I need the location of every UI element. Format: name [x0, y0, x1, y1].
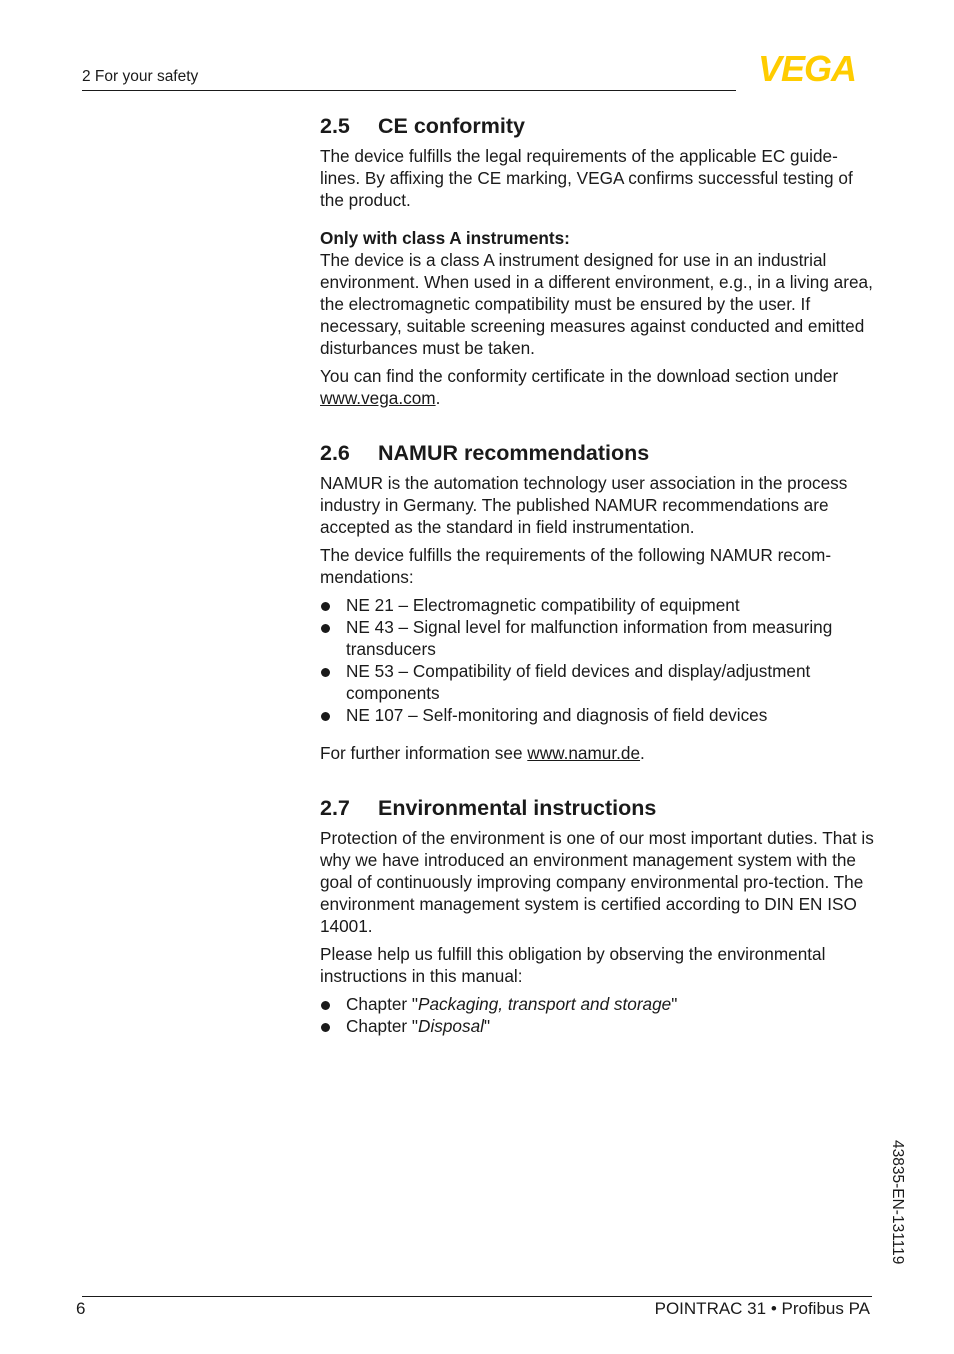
header-rule — [82, 90, 736, 91]
paragraph: The device is a class A instrument designed for use in an industrial environment. When used in a different environment, e.g., in a living area, the electromagnetic compatibility must be ensured by the user. If necessary, suitable screening measures against conducted and emitted disturbances must be taken. — [320, 250, 873, 358]
section-heading-environment — [320, 794, 876, 822]
vega-link[interactable]: www.vega.com — [320, 388, 436, 408]
list-item-text: NE 43 – Signal level for malfunction information from measuring transducers — [346, 617, 833, 659]
text: For further information see — [320, 743, 528, 763]
text: " — [671, 994, 678, 1014]
paragraph-further-info — [320, 742, 876, 764]
bullet-icon — [321, 712, 330, 721]
footer-title: POINTRAC 31 • Profibus PA — [654, 1299, 870, 1318]
list-item-text: NE 53 – Compatibility of field devices and display/adjustment components — [346, 661, 811, 703]
bullet-icon — [321, 1023, 330, 1032]
main-content — [320, 112, 876, 1043]
text: . — [640, 743, 645, 763]
subheading-class-a: Only with class A instruments: — [320, 228, 570, 248]
chapter-reference: Disposal — [418, 1016, 484, 1036]
vega-logo-icon — [741, 52, 873, 84]
paragraph-certificate — [320, 365, 876, 409]
page-number: 6 — [76, 1299, 86, 1318]
document-code-text: 43835-EN-131119 — [889, 1140, 906, 1265]
chapter-reference: Packaging, transport and storage — [418, 994, 672, 1014]
bullet-icon — [321, 602, 330, 611]
text: . — [435, 388, 441, 408]
namur-list — [320, 594, 876, 726]
section-heading-ce — [320, 112, 876, 140]
paragraph: NAMUR is the automation technology user association in the process industry in Germany. The published NAMUR recommendations are accepted as the standard in field instrumentation. — [320, 473, 848, 537]
section-number: 2.7 — [320, 796, 350, 820]
document-code — [886, 1140, 906, 1290]
paragraph: The device fulfills the legal requirements of the applicable EC guide-lines. By affixing the CE marking, VEGA confirms successful testing of the product. — [320, 146, 853, 210]
bullet-icon — [321, 668, 330, 677]
text: Chapter " — [346, 1016, 419, 1036]
header-chapter: 2 For your safety — [82, 68, 199, 85]
list-item — [320, 616, 876, 660]
text: " — [483, 1016, 491, 1036]
list-item — [320, 1015, 876, 1037]
section-heading-namur — [320, 439, 876, 467]
list-item — [320, 660, 876, 704]
text: You can find the conformity certificate in the download section under — [320, 366, 839, 386]
footer-rule — [82, 1296, 872, 1297]
list-item-text: NE 107 – Self-monitoring and diagnosis of field devices — [346, 705, 768, 725]
section-title: NAMUR recommendations — [378, 441, 650, 465]
list-item — [320, 704, 876, 726]
bullet-icon — [321, 624, 330, 633]
paragraph: The device fulfills the requirements of the following NAMUR recom-mendations: — [320, 545, 832, 587]
list-item — [320, 993, 876, 1015]
paragraph: Protection of the environment is one of our most important duties. That is why we have introduced an environment management system with the goal of continuously improving company environmental pro-tection. The environment management system is certified according to DIN EN ISO 14001. — [320, 828, 874, 936]
section-title: CE conformity — [378, 114, 525, 138]
section-title: Environmental instructions — [378, 796, 657, 820]
namur-link[interactable]: www.namur.de — [527, 743, 641, 763]
logo-text: VEGA — [757, 52, 857, 84]
environment-list — [320, 993, 876, 1037]
list-item — [320, 594, 876, 616]
text: Chapter " — [346, 994, 419, 1014]
bullet-icon — [321, 1001, 330, 1010]
list-item-text: NE 21 – Electromagnetic compatibility of equipment — [346, 595, 740, 615]
paragraph: Please help us fulfill this obligation by observing the environmental instructions in this manual: — [320, 944, 826, 986]
section-number: 2.6 — [320, 441, 350, 465]
section-number: 2.5 — [320, 114, 350, 138]
